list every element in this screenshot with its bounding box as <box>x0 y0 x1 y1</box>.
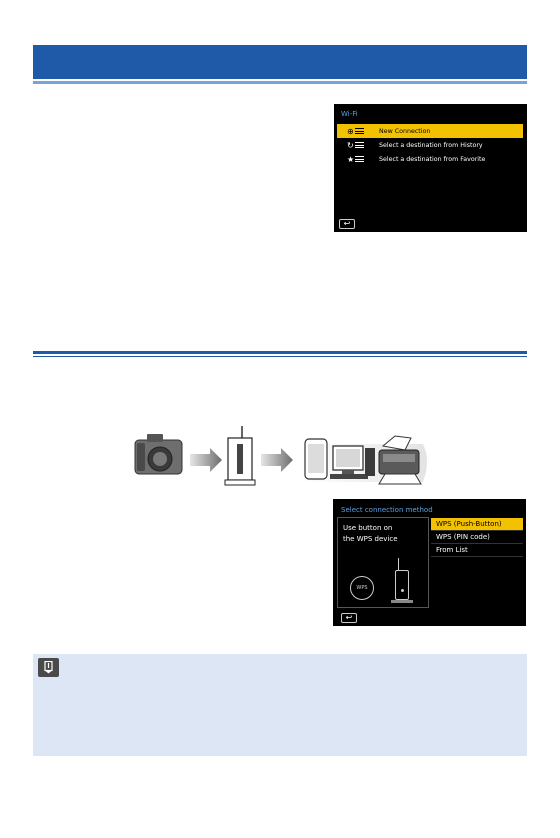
pc-icon <box>330 446 375 479</box>
wifi-menu-title: Wi-Fi <box>341 110 358 118</box>
menu-item-label: Select a destination from History <box>379 141 483 149</box>
connection-method-screen <box>333 499 526 626</box>
connection-options <box>431 518 523 557</box>
option-wps-push-button[interactable]: WPS (Push-Button) <box>431 518 523 531</box>
favorite-star-icon: ★ <box>347 154 369 164</box>
note-pencil-icon <box>38 658 59 677</box>
option-wps-pin-code[interactable]: WPS (PIN code) <box>431 531 523 544</box>
wifi-menu-list <box>337 124 523 166</box>
router-antenna-icon <box>398 558 399 570</box>
section-header-bar <box>33 45 527 79</box>
wps-guide-panel <box>337 517 429 608</box>
wps-button-icon: WPS <box>350 576 374 600</box>
wps-guide-text: Use button on the WPS device <box>343 524 398 543</box>
option-from-list[interactable]: From List <box>431 544 523 557</box>
wireless-router-icon <box>395 570 409 600</box>
menu-item-favorite[interactable] <box>337 152 523 166</box>
note-box <box>33 654 527 756</box>
camera-icon <box>135 434 182 474</box>
menu-item-label: New Connection <box>379 127 431 135</box>
connection-menu-title: Select connection method <box>341 506 433 514</box>
connection-diagram <box>133 424 433 488</box>
wireless-router-icon <box>225 426 255 485</box>
section-rule <box>33 351 527 354</box>
back-icon[interactable]: ↩ <box>341 613 357 623</box>
router-base-icon <box>391 600 413 603</box>
back-icon[interactable]: ↩ <box>339 219 355 229</box>
menu-item-history[interactable] <box>337 138 523 152</box>
menu-item-label: Select a destination from Favorite <box>379 155 486 163</box>
wifi-menu-screen <box>334 104 527 232</box>
arrow-icon <box>190 448 222 472</box>
smartphone-icon <box>305 439 327 479</box>
section-rule-thin <box>33 356 527 357</box>
new-connection-icon: ⊕ <box>347 126 369 136</box>
arrow-icon <box>261 448 293 472</box>
printer-icon <box>379 436 421 484</box>
section-header-underline <box>33 81 527 84</box>
history-icon: ↻ <box>347 140 369 150</box>
menu-item-new-connection[interactable] <box>337 124 523 138</box>
